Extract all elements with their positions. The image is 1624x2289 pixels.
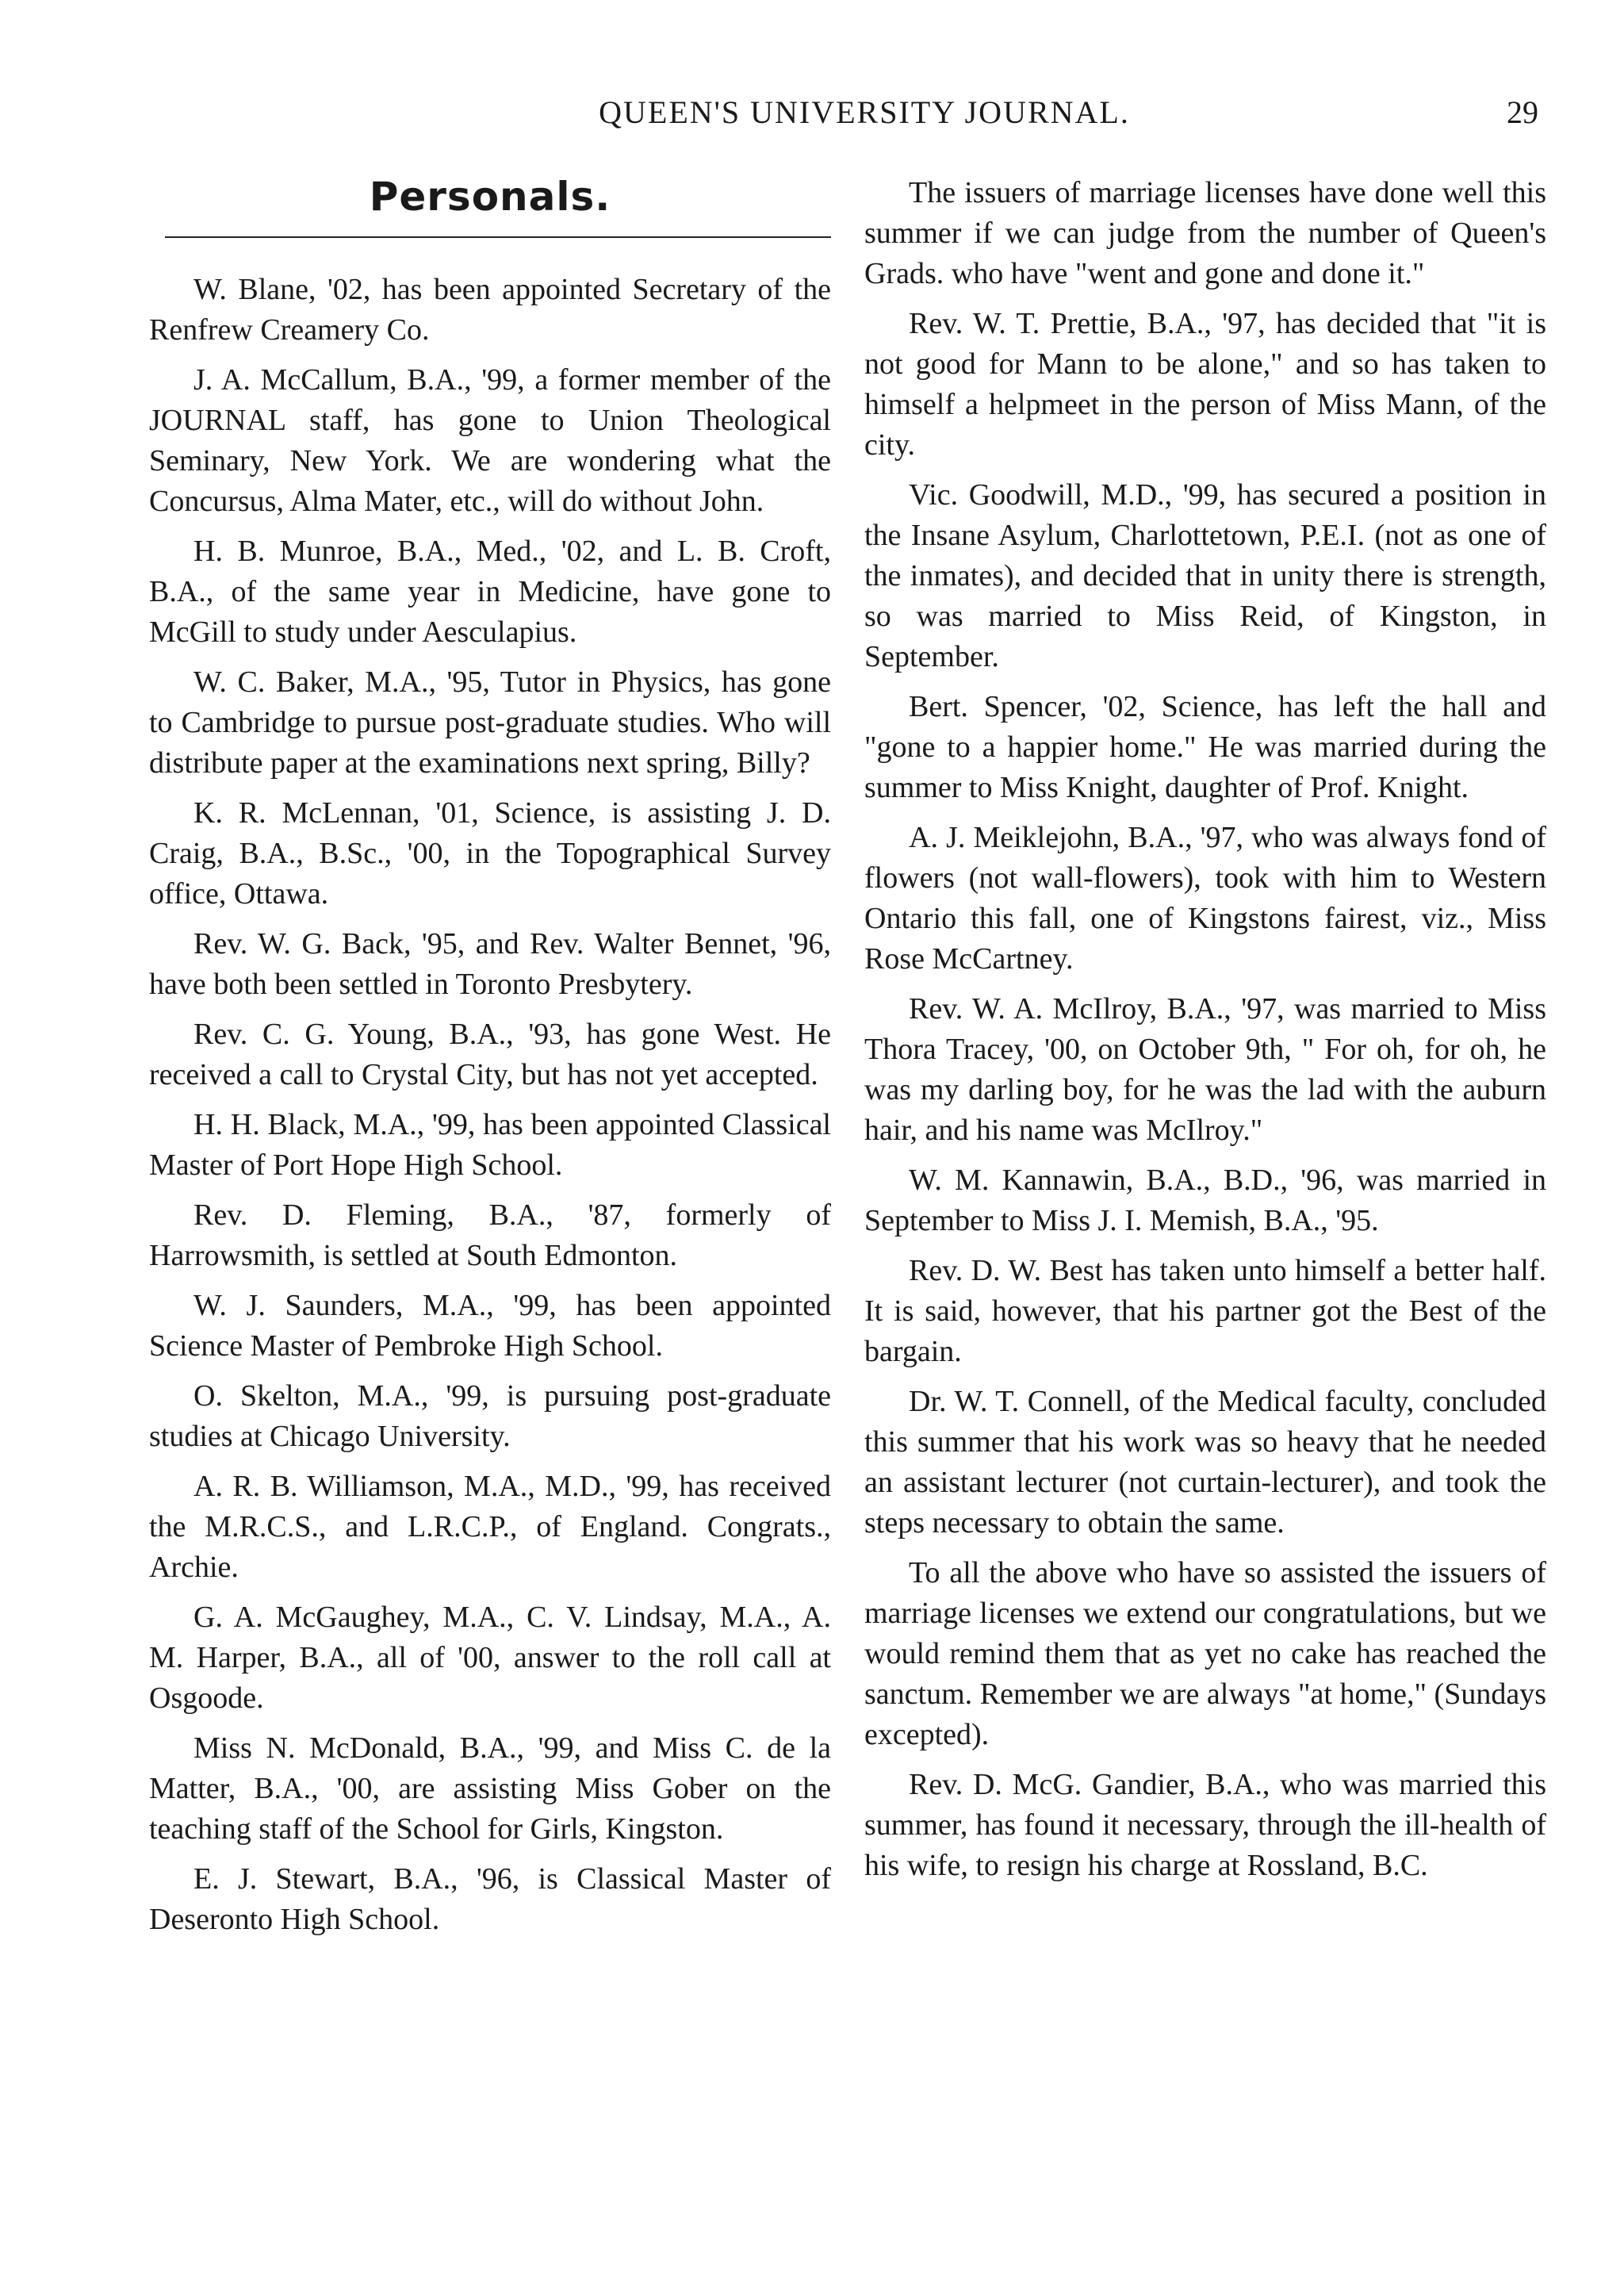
personal-item: Vic. Goodwill, M.D., '99, has secured a position in the Insane Asylum, Charlottetown, P.E.I. (not as one of the inmates), and decided that in unity there is strength, so was married to Miss Reid, of Kingston, in September. bbox=[864, 478, 1546, 673]
personal-item: W. J. Saunders, M.A., '99, has been appointed Science Master of Pembroke High School. bbox=[149, 1289, 831, 1363]
left-column bbox=[149, 173, 831, 1950]
personal-item: Miss N. McDonald, B.A., '99, and Miss C. de la Matter, B.A., '00, are assisting Miss Gober on the teaching staff of the School for Girls, Kingston. bbox=[149, 1731, 831, 1846]
personal-item: Rev. W. T. Prettie, B.A., '97, has decided that "it is not good for Mann to be alone," and so has taken to himself a helpmeet in the person of Miss Mann, of the city. bbox=[864, 307, 1546, 462]
right-column bbox=[864, 173, 1546, 1896]
personal-item: W. M. Kannawin, B.A., B.D., '96, was married in September to Miss J. I. Memish, B.A., '95. bbox=[864, 1164, 1546, 1237]
personal-item: Bert. Spencer, '02, Science, has left the hall and "gone to a happier home." He was married during the summer to Miss Knight, daughter of Prof. Knight. bbox=[864, 690, 1546, 804]
personal-item: H. B. Munroe, B.A., Med., '02, and L. B. Croft, B.A., of the same year in Medicine, have gone to McGill to study under Aesculapius. bbox=[149, 535, 831, 649]
heading-rule bbox=[165, 236, 831, 238]
personal-item: W. C. Baker, M.A., '95, Tutor in Physics, has gone to Cambridge to pursue post-graduate studies. Who will distribute paper at the examinations next spring, Billy? bbox=[149, 665, 831, 780]
personal-item: H. H. Black, M.A., '99, has been appointed Classical Master of Port Hope High School. bbox=[149, 1108, 831, 1182]
personal-item: To all the above who have so assisted the issuers of marriage licenses we extend our congratulations, but we would remind them that as yet no cake has reached the sanctum. Remember we are always "at home," (Sundays excepted). bbox=[864, 1556, 1546, 1751]
personal-item: Rev. W. G. Back, '95, and Rev. Walter Bennet, '96, have both been settled in Toronto Presbytery. bbox=[149, 927, 831, 1001]
section-title: Personals. bbox=[369, 174, 611, 220]
personal-item: J. A. McCallum, B.A., '99, a former member of the JOURNAL staff, has gone to Union Theological Seminary, New York. We are wondering what the Concursus, Alma Mater, etc., will do without John. bbox=[149, 363, 831, 518]
personal-item: A. J. Meiklejohn, B.A., '97, who was always fond of flowers (not wall-flowers), took with him to Western Ontario this fall, one of Kingstons fairest, viz., Miss Rose McCartney. bbox=[864, 821, 1546, 976]
personal-item: O. Skelton, M.A., '99, is pursuing post-graduate studies at Chicago University. bbox=[149, 1379, 831, 1453]
personal-item: W. Blane, '02, has been appointed Secretary of the Renfrew Creamery Co. bbox=[149, 273, 831, 347]
page-number: 29 bbox=[1507, 94, 1538, 130]
personal-item: The issuers of marriage licenses have done well this summer if we can judge from the number of Queen's Grads. who have "went and gone and done it." bbox=[864, 176, 1546, 290]
personal-item: Rev. C. G. Young, B.A., '93, has gone West. He received a call to Crystal City, but has not yet accepted. bbox=[149, 1018, 831, 1091]
personal-item: Rev. D. W. Best has taken unto himself a better half. It is said, however, that his partner got the Best of the bargain. bbox=[864, 1254, 1546, 1368]
personal-item: Rev. W. A. McIlroy, B.A., '97, was married to Miss Thora Tracey, '00, on October 9th, " For oh, for oh, he was my darling boy, for he was the lad with the auburn hair, and his name was McIlroy." bbox=[864, 992, 1546, 1147]
personal-item: Rev. D. Fleming, B.A., '87, formerly of Harrowsmith, is settled at South Edmonton. bbox=[149, 1198, 831, 1272]
personal-item: A. R. B. Williamson, M.A., M.D., '99, has received the M.R.C.S., and L.R.C.P., of England. Congrats., Archie. bbox=[149, 1470, 831, 1584]
personal-item: G. A. McGaughey, M.A., C. V. Lindsay, M.A., A. M. Harper, B.A., all of '00, answer to the roll call at Osgoode. bbox=[149, 1601, 831, 1715]
personal-item: E. J. Stewart, B.A., '96, is Classical Master of Deseronto High School. bbox=[149, 1862, 831, 1936]
running-title: QUEEN'S UNIVERSITY JOURNAL. bbox=[599, 94, 1130, 130]
personal-item: Rev. D. McG. Gandier, B.A., who was married this summer, has found it necessary, through the ill-health of his wife, to resign his charge at Rossland, B.C. bbox=[864, 1768, 1546, 1882]
personal-item: K. R. McLennan, '01, Science, is assisting J. D. Craig, B.A., B.Sc., '00, in the Topographical Survey office, Ottawa. bbox=[149, 796, 831, 911]
personal-item: Dr. W. T. Connell, of the Medical faculty, concluded this summer that his work was so heavy that he needed an assistant lecturer (not curtain-lecturer), and took the steps necessary to obtain the same. bbox=[864, 1385, 1546, 1539]
